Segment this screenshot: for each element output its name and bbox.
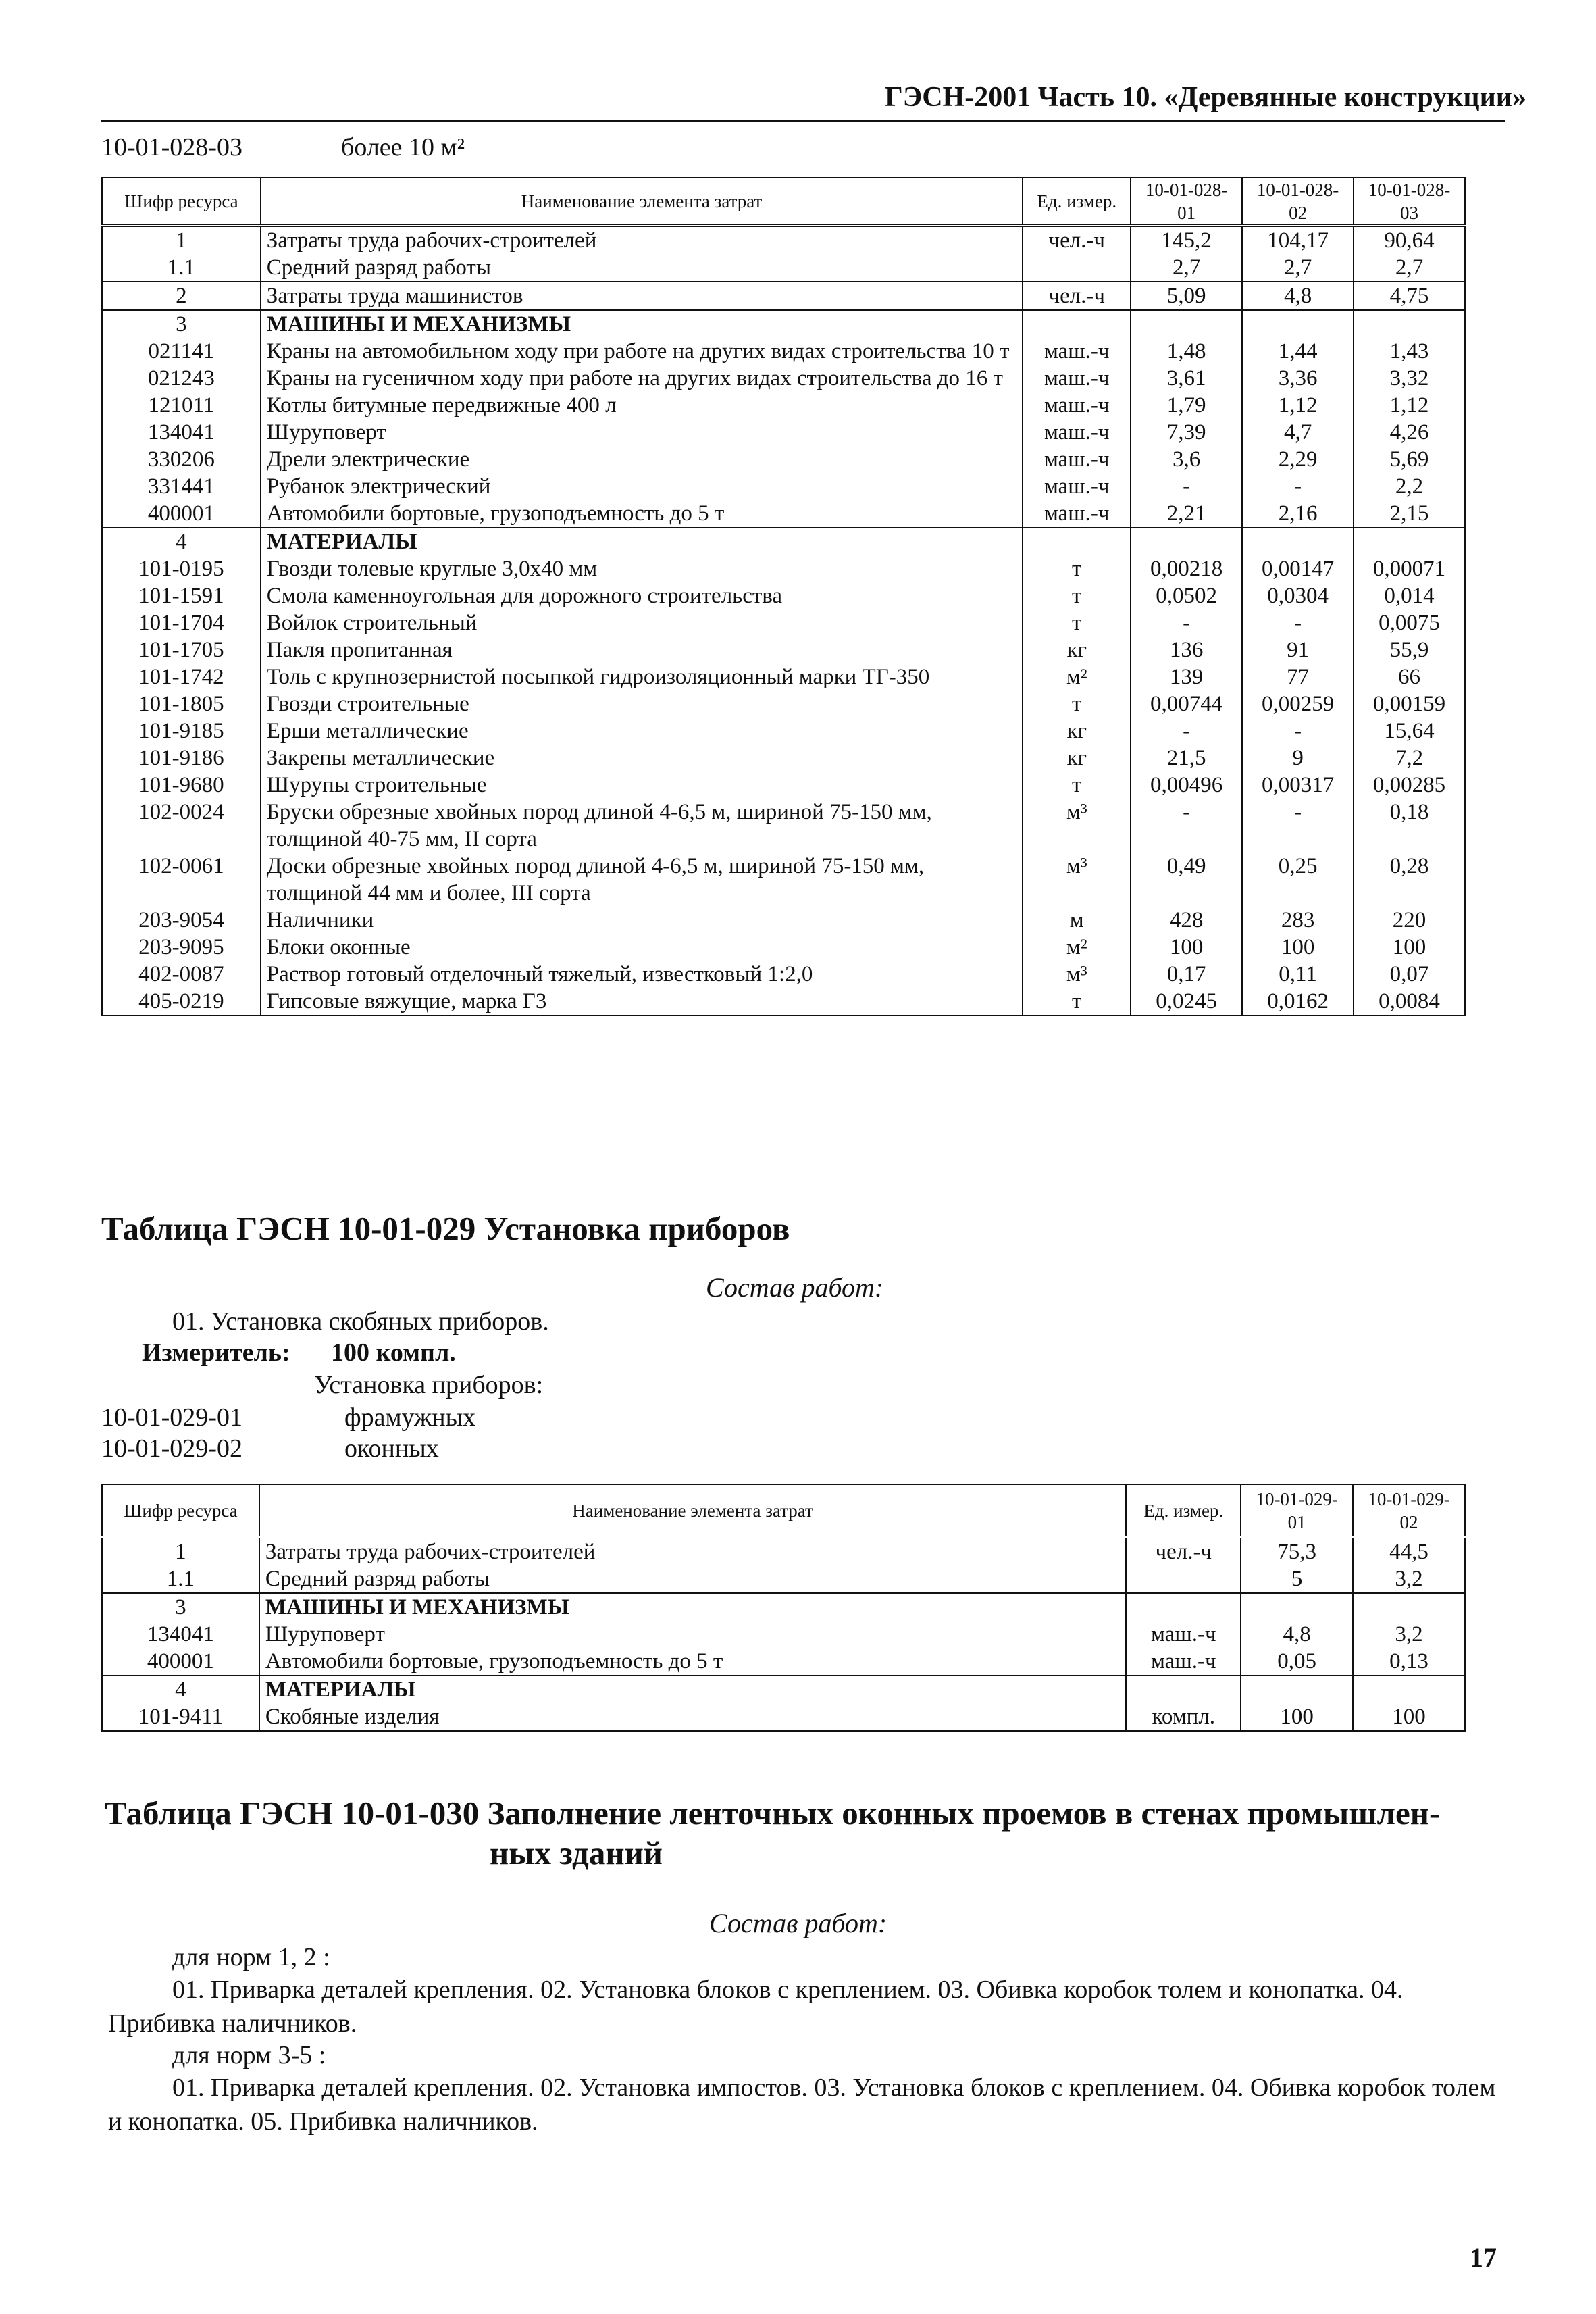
cell-value: 428 <box>1131 907 1242 934</box>
cell-unit <box>1126 1593 1241 1621</box>
cell-name: Затраты труда рабочих-строителей <box>261 226 1023 254</box>
page-number: 17 <box>1470 2242 1497 2273</box>
cell-name: Автомобили бортовые, грузоподъемность до 5 т <box>261 500 1023 528</box>
cell-name: Блоки оконные <box>261 934 1023 961</box>
cell-value: 15,64 <box>1354 718 1465 745</box>
cell-unit: чел.-ч <box>1023 282 1131 310</box>
table-row <box>102 282 1465 310</box>
cell-value: 0,0245 <box>1131 988 1242 1015</box>
cell-unit: кг <box>1023 636 1131 663</box>
table-row <box>102 772 1465 799</box>
cell-code: 101-1591 <box>102 582 261 609</box>
cell-unit: т <box>1023 988 1131 1015</box>
cell-value: 7,39 <box>1131 419 1242 446</box>
cell-value <box>1241 1676 1353 1703</box>
cell-unit: т <box>1023 772 1131 799</box>
col-header-norm-2: 10-01-028-02 <box>1242 178 1354 226</box>
cell-unit: кг <box>1023 745 1131 772</box>
running-header: ГЭСН-2001 Часть 10. «Деревянные конструкции» <box>885 82 1526 113</box>
cell-code: 101-9411 <box>102 1703 259 1731</box>
cell-value: - <box>1131 473 1242 500</box>
cell-name: Гвозди строительные <box>261 690 1023 718</box>
table-row <box>102 663 1465 690</box>
cell-code: 402-0087 <box>102 961 261 988</box>
cell-unit: маш.-ч <box>1023 365 1131 392</box>
cell-value: 0,0162 <box>1242 988 1354 1015</box>
cell-value: 100 <box>1354 934 1465 961</box>
cell-value: 55,9 <box>1354 636 1465 663</box>
table-row <box>102 254 1465 282</box>
cell-unit <box>1126 1565 1241 1593</box>
cell-name: Шуруповерт <box>261 419 1023 446</box>
cell-value: 0,07 <box>1354 961 1465 988</box>
cell-value: 3,2 <box>1353 1621 1465 1648</box>
cell-value: 5 <box>1241 1565 1353 1593</box>
cell-value: 1,79 <box>1131 392 1242 419</box>
composition-label-030: Состав работ: <box>709 1908 887 1938</box>
cell-value: 44,5 <box>1353 1537 1465 1565</box>
cell-code: 330206 <box>102 446 261 473</box>
cell-value: 0,25 <box>1242 853 1354 907</box>
cell-code: 203-9095 <box>102 934 261 961</box>
cell-name: Краны на гусеничном ходу при работе на других видах строительства до 16 т <box>261 365 1023 392</box>
cell-code: 101-9680 <box>102 772 261 799</box>
cell-value: 3,2 <box>1353 1565 1465 1593</box>
cell-name: Бруски обрезные хвойных пород длиной 4-6,5 м, шириной 75-150 мм, толщиной 40-75 мм, II сорта <box>261 799 1023 853</box>
table-row <box>102 392 1465 419</box>
table-row <box>102 1565 1465 1593</box>
cell-value: 0,18 <box>1354 799 1465 853</box>
col-header-code: Шифр ресурса <box>102 178 261 226</box>
table-row <box>102 690 1465 718</box>
cell-code: 101-9185 <box>102 718 261 745</box>
cell-value: 4,26 <box>1354 419 1465 446</box>
cell-code: 101-0195 <box>102 555 261 582</box>
cell-value: 2,29 <box>1242 446 1354 473</box>
resource-table-029 <box>101 1484 1466 1732</box>
section-title-029: Таблица ГЭСН 10-01-029 Установка приборов <box>101 1210 790 1247</box>
cell-value: 4,8 <box>1241 1621 1353 1648</box>
cell-code: 203-9054 <box>102 907 261 934</box>
cell-value: 66 <box>1354 663 1465 690</box>
col-header-norm-1: 10-01-028-01 <box>1131 178 1242 226</box>
cell-code: 400001 <box>102 1648 259 1676</box>
cell-value: 0,0084 <box>1354 988 1465 1015</box>
cell-unit: маш.-ч <box>1023 419 1131 446</box>
cell-code: 4 <box>102 1676 259 1703</box>
cell-value: 75,3 <box>1241 1537 1353 1565</box>
cell-value: 100 <box>1131 934 1242 961</box>
cell-unit: м³ <box>1023 961 1131 988</box>
cell-value: 2,15 <box>1354 500 1465 528</box>
cell-unit <box>1023 254 1131 282</box>
cell-code: 4 <box>102 528 261 555</box>
cell-code: 101-1704 <box>102 609 261 636</box>
cell-name: Смола каменноугольная для дорожного строительства <box>261 582 1023 609</box>
header-rule <box>101 120 1505 122</box>
cell-code: 134041 <box>102 419 261 446</box>
cell-value: 9 <box>1242 745 1354 772</box>
cell-name: МАТЕРИАЛЫ <box>261 528 1023 555</box>
table-row <box>102 1621 1465 1648</box>
norms-label-3-5: для норм 3-5 : <box>172 2041 326 2069</box>
col-header-unit: Ед. измер. <box>1126 1484 1241 1537</box>
cell-value: - <box>1131 609 1242 636</box>
cell-value: 7,2 <box>1354 745 1465 772</box>
cell-value: 136 <box>1131 636 1242 663</box>
cell-unit: маш.-ч <box>1023 338 1131 365</box>
cell-value: 3,32 <box>1354 365 1465 392</box>
cell-value: 2,21 <box>1131 500 1242 528</box>
cell-value: 283 <box>1242 907 1354 934</box>
meter-label: Измеритель: <box>142 1338 290 1367</box>
cell-name: Средний разряд работы <box>259 1565 1127 1593</box>
cell-value: 2,16 <box>1242 500 1354 528</box>
norms-text-3-5: 01. Приварка деталей крепления. 02. Установка импостов. 03. Установка блоков с креплением. 04. Обивка коробок толем и конопатка. 05. Прибивка наличников. <box>108 2073 1496 2136</box>
col-header-unit: Ед. измер. <box>1023 178 1131 226</box>
col-header-name: Наименование элемента затрат <box>259 1484 1127 1537</box>
cell-value: 0,13 <box>1353 1648 1465 1676</box>
col-header-norm-3: 10-01-028-03 <box>1354 178 1465 226</box>
cell-code: 1 <box>102 1537 259 1565</box>
cell-code: 121011 <box>102 392 261 419</box>
cell-value: 1,44 <box>1242 338 1354 365</box>
norm-code: 10-01-028-03 <box>101 133 242 161</box>
cell-unit <box>1126 1676 1241 1703</box>
cell-code: 101-9186 <box>102 745 261 772</box>
cell-value: 0,11 <box>1242 961 1354 988</box>
cell-value: 104,17 <box>1242 226 1354 254</box>
cell-code: 1.1 <box>102 1565 259 1593</box>
table-row <box>102 555 1465 582</box>
cell-unit: м² <box>1023 663 1131 690</box>
table-row <box>102 934 1465 961</box>
cell-value: 2,7 <box>1131 254 1242 282</box>
cell-unit <box>1023 310 1131 338</box>
cell-name: Ерши металлические <box>261 718 1023 745</box>
cell-unit: т <box>1023 582 1131 609</box>
cell-unit: т <box>1023 555 1131 582</box>
cell-unit: маш.-ч <box>1126 1648 1241 1676</box>
resource-table-028 <box>101 177 1466 1016</box>
cell-value <box>1353 1593 1465 1621</box>
cell-value: 100 <box>1242 934 1354 961</box>
cell-unit: компл. <box>1126 1703 1241 1731</box>
cell-code: 102-0024 <box>102 799 261 853</box>
table-row <box>102 1676 1465 1703</box>
cell-code: 2 <box>102 282 261 310</box>
cell-value <box>1354 310 1465 338</box>
cell-value: 0,00218 <box>1131 555 1242 582</box>
cell-name: Гипсовые вяжущие, марка Г3 <box>261 988 1023 1015</box>
composition-label-029: Состав работ: <box>706 1272 884 1303</box>
cell-value: - <box>1242 718 1354 745</box>
cell-value: 3,36 <box>1242 365 1354 392</box>
table-row <box>102 1593 1465 1621</box>
section-title-030-line1: Таблица ГЭСН 10-01-030 Заполнение ленточных оконных проемов в стенах промышлен- <box>105 1794 1441 1832</box>
cell-name: МАШИНЫ И МЕХАНИЗМЫ <box>259 1593 1127 1621</box>
cell-name: Краны на автомобильном ходу при работе на других видах строительства 10 т <box>261 338 1023 365</box>
cell-code: 3 <box>102 310 261 338</box>
cell-value <box>1353 1676 1465 1703</box>
meter-value: 100 компл. <box>331 1338 456 1367</box>
cell-value: 2,2 <box>1354 473 1465 500</box>
cell-value: 21,5 <box>1131 745 1242 772</box>
cell-code: 101-1705 <box>102 636 261 663</box>
cell-value: 2,7 <box>1242 254 1354 282</box>
cell-value: 0,00317 <box>1242 772 1354 799</box>
cell-unit <box>1023 528 1131 555</box>
cell-value: 0,014 <box>1354 582 1465 609</box>
cell-unit: м³ <box>1023 799 1131 853</box>
cell-value: 100 <box>1241 1703 1353 1731</box>
table-row <box>102 226 1465 254</box>
table-row <box>102 1703 1465 1731</box>
cell-value: - <box>1131 799 1242 853</box>
cell-value: 220 <box>1354 907 1465 934</box>
cell-code: 400001 <box>102 500 261 528</box>
cell-value <box>1241 1593 1353 1621</box>
cell-name: Рубанок электрический <box>261 473 1023 500</box>
cell-value: 1,12 <box>1354 392 1465 419</box>
cell-code: 1 <box>102 226 261 254</box>
work-item-029: 01. Установка скобяных приборов. <box>172 1307 549 1336</box>
cell-value: 2,7 <box>1354 254 1465 282</box>
cell-value <box>1242 310 1354 338</box>
cell-name: Наличники <box>261 907 1023 934</box>
cell-unit: т <box>1023 690 1131 718</box>
table-row <box>102 718 1465 745</box>
cell-name: Закрепы металлические <box>261 745 1023 772</box>
section-title-030-line2: ных зданий <box>490 1834 663 1871</box>
norm-code-label: фрамужных <box>344 1403 476 1432</box>
cell-unit: т <box>1023 609 1131 636</box>
cell-value: - <box>1242 609 1354 636</box>
cell-value: 77 <box>1242 663 1354 690</box>
cell-unit: маш.-ч <box>1023 500 1131 528</box>
cell-code: 134041 <box>102 1621 259 1648</box>
cell-name: Затраты труда рабочих-строителей <box>259 1537 1127 1565</box>
cell-name: Шурупы строительные <box>261 772 1023 799</box>
norms-text-1-2: 01. Приварка деталей крепления. 02. Установка блоков с креплением. 03. Обивка коробок толем и конопатка. 04. Прибивка наличников. <box>108 1976 1404 2038</box>
cell-value: 1,48 <box>1131 338 1242 365</box>
cell-unit: маш.-ч <box>1126 1621 1241 1648</box>
cell-value: 1,43 <box>1354 338 1465 365</box>
cell-unit: м <box>1023 907 1131 934</box>
cell-value: 0,00147 <box>1242 555 1354 582</box>
table-row <box>102 473 1465 500</box>
cell-value: 4,8 <box>1242 282 1354 310</box>
cell-value: 90,64 <box>1354 226 1465 254</box>
cell-value: - <box>1131 718 1242 745</box>
cell-value: 0,0502 <box>1131 582 1242 609</box>
cell-name: Доски обрезные хвойных пород длиной 4-6,5 м, шириной 75-150 мм, толщиной 44 мм и более, III сорта <box>261 853 1023 907</box>
cell-value: 0,0075 <box>1354 609 1465 636</box>
cell-value <box>1131 528 1242 555</box>
cell-code: 021243 <box>102 365 261 392</box>
table-row <box>102 582 1465 609</box>
cell-unit: маш.-ч <box>1023 392 1131 419</box>
norm-code: 10-01-029-02 <box>101 1434 242 1463</box>
table-row <box>102 338 1465 365</box>
cell-value: 0,00159 <box>1354 690 1465 718</box>
cell-value: 0,05 <box>1241 1648 1353 1676</box>
cell-value: 3,6 <box>1131 446 1242 473</box>
cell-code: 405-0219 <box>102 988 261 1015</box>
cell-value: 0,49 <box>1131 853 1242 907</box>
norms-label-1-2: для норм 1, 2 : <box>172 1943 330 1971</box>
cell-name: Автомобили бортовые, грузоподъемность до 5 т <box>259 1648 1127 1676</box>
cell-unit: м² <box>1023 934 1131 961</box>
table-row <box>102 853 1465 907</box>
cell-value: - <box>1242 473 1354 500</box>
table-row <box>102 365 1465 392</box>
cell-name: Войлок строительный <box>261 609 1023 636</box>
cell-code: 1.1 <box>102 254 261 282</box>
cell-name: Дрели электрические <box>261 446 1023 473</box>
cell-value: 145,2 <box>1131 226 1242 254</box>
table-row <box>102 609 1465 636</box>
cell-value <box>1131 310 1242 338</box>
table-row <box>102 988 1465 1015</box>
col-header-norm-2: 10-01-029-02 <box>1353 1484 1465 1537</box>
cell-name: Гвозди толевые круглые 3,0х40 мм <box>261 555 1023 582</box>
cell-unit: м³ <box>1023 853 1131 907</box>
cell-value: 3,61 <box>1131 365 1242 392</box>
col-header-code: Шифр ресурса <box>102 1484 259 1537</box>
cell-value: 0,17 <box>1131 961 1242 988</box>
table-row <box>102 446 1465 473</box>
cell-unit: маш.-ч <box>1023 446 1131 473</box>
cell-code: 101-1805 <box>102 690 261 718</box>
cell-code: 101-1742 <box>102 663 261 690</box>
subtitle-029: Установка приборов: <box>314 1371 544 1399</box>
cell-value: 0,28 <box>1354 853 1465 907</box>
table-row <box>102 310 1465 338</box>
cell-value <box>1242 528 1354 555</box>
cell-value: 91 <box>1242 636 1354 663</box>
cell-value: 5,69 <box>1354 446 1465 473</box>
table-row <box>102 799 1465 853</box>
cell-value: 0,00285 <box>1354 772 1465 799</box>
table-row <box>102 500 1465 528</box>
table-row <box>102 745 1465 772</box>
table-row <box>102 528 1465 555</box>
cell-code: 102-0061 <box>102 853 261 907</box>
cell-code: 331441 <box>102 473 261 500</box>
cell-name: Пакля пропитанная <box>261 636 1023 663</box>
cell-name: Скобяные изделия <box>259 1703 1127 1731</box>
cell-value: - <box>1242 799 1354 853</box>
cell-value: 0,00744 <box>1131 690 1242 718</box>
norm-code-label: более 10 м² <box>341 133 465 161</box>
table-row <box>102 636 1465 663</box>
col-header-norm-1: 10-01-029-01 <box>1241 1484 1353 1537</box>
table-row <box>102 1648 1465 1676</box>
table-row <box>102 907 1465 934</box>
cell-name: Средний разряд работы <box>261 254 1023 282</box>
cell-unit: кг <box>1023 718 1131 745</box>
cell-value: 1,12 <box>1242 392 1354 419</box>
cell-value: 0,00496 <box>1131 772 1242 799</box>
cell-unit: чел.-ч <box>1023 226 1131 254</box>
norm-code: 10-01-029-01 <box>101 1403 242 1432</box>
cell-name: Толь с крупнозернистой посыпкой гидроизоляционный марки ТГ-350 <box>261 663 1023 690</box>
cell-value: 0,0304 <box>1242 582 1354 609</box>
cell-value: 4,7 <box>1242 419 1354 446</box>
cell-name: МАШИНЫ И МЕХАНИЗМЫ <box>261 310 1023 338</box>
cell-name: Раствор готовый отделочный тяжелый, известковый 1:2,0 <box>261 961 1023 988</box>
cell-unit: маш.-ч <box>1023 473 1131 500</box>
cell-name: Затраты труда машинистов <box>261 282 1023 310</box>
cell-value <box>1354 528 1465 555</box>
cell-value: 4,75 <box>1354 282 1465 310</box>
cell-unit: чел.-ч <box>1126 1537 1241 1565</box>
cell-code: 021141 <box>102 338 261 365</box>
cell-code: 3 <box>102 1593 259 1621</box>
cell-value: 0,00071 <box>1354 555 1465 582</box>
table-row <box>102 419 1465 446</box>
cell-value: 0,00259 <box>1242 690 1354 718</box>
col-header-name: Наименование элемента затрат <box>261 178 1023 226</box>
cell-value: 5,09 <box>1131 282 1242 310</box>
cell-value: 100 <box>1353 1703 1465 1731</box>
cell-name: Котлы битумные передвижные 400 л <box>261 392 1023 419</box>
norm-code-label: оконных <box>344 1434 439 1463</box>
table-row <box>102 961 1465 988</box>
cell-name: Шуруповерт <box>259 1621 1127 1648</box>
cell-name: МАТЕРИАЛЫ <box>259 1676 1127 1703</box>
cell-value: 139 <box>1131 663 1242 690</box>
table-row <box>102 1537 1465 1565</box>
